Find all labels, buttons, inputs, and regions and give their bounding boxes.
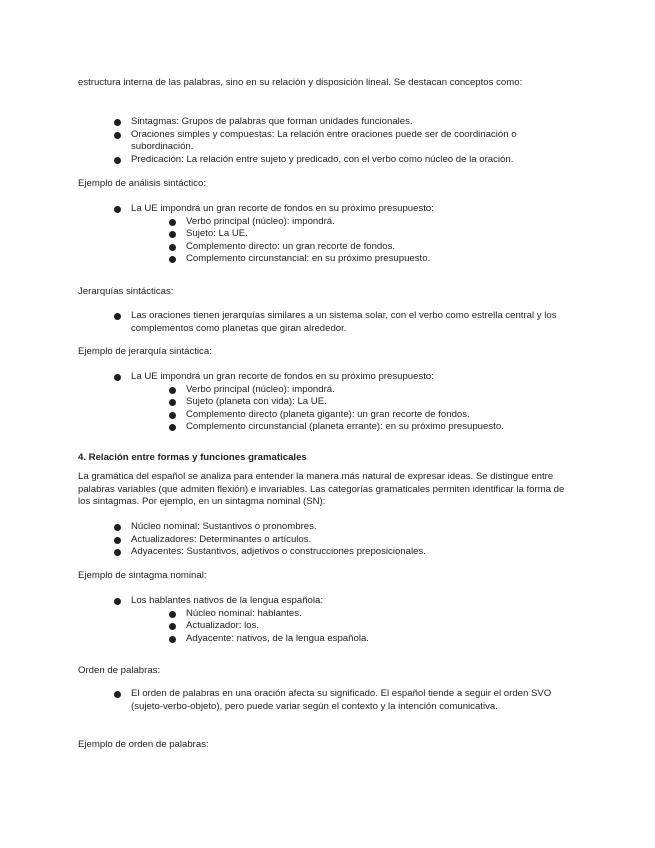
hierarchies-label: Jerarquías sintácticas:	[78, 286, 174, 297]
sub-list	[131, 608, 578, 646]
sub-list-item: Sujeto (planeta con vida): La UE.	[131, 396, 578, 409]
section-heading: 4. Relación entre formas y funciones gramaticales	[78, 452, 307, 463]
list-item	[78, 595, 578, 645]
hierarchies-list	[78, 310, 578, 335]
sub-list-item: Verbo principal (núcleo): impondrá.	[131, 216, 578, 229]
list-item	[78, 371, 578, 434]
list-item: Núcleo nominal: Sustantivos o pronombres.	[78, 521, 578, 534]
word-order-list	[78, 688, 578, 713]
list-item: Oraciones simples y compuestas: La relación entre oraciones puede ser de coordinación o subordinación.	[78, 129, 578, 154]
sn-example-label: Ejemplo de sintagma nominal:	[78, 570, 207, 581]
list-item: Sintagmas: Grupos de palabras que forman unidades funcionales.	[78, 116, 578, 129]
sub-list-item: Complemento directo: un gran recorte de fondos.	[131, 241, 578, 254]
sn-example-list	[78, 595, 578, 645]
intro-paragraph: estructura interna de las palabras, sino en su relación y disposición lineal. Se destacan conceptos como:	[78, 77, 523, 88]
sub-list-item: Adyacente: nativos, de la lengua española.	[131, 633, 578, 646]
list-item: Actualizadores: Determinantes o artículos.	[78, 534, 578, 547]
sub-list-item: Complemento circunstancial (planeta errante): en su próximo presupuesto.	[131, 421, 578, 434]
word-order-example-label: Ejemplo de orden de palabras:	[78, 739, 209, 750]
sub-list-item: Núcleo nominal: hablantes.	[131, 608, 578, 621]
example-sentence: La UE impondrá un gran recorte de fondos en su próximo presupuesto:	[131, 371, 434, 382]
list-item: Adyacentes: Sustantivos, adjetivos o construcciones preposicionales.	[78, 546, 578, 559]
sub-list-item: Sujeto: La UE.	[131, 228, 578, 241]
hierarchy-example-list	[78, 371, 578, 434]
sub-list-item: Complemento circunstancial: en su próximo presupuesto.	[131, 253, 578, 266]
list-item: El orden de palabras en una oración afecta su significado. El español tiende a seguir el orden SVO (sujeto-verbo-objeto), pero puede variar según el contexto y la intención comunicativa.	[78, 688, 578, 713]
sub-list-item: Actualizador: los.	[131, 620, 578, 633]
syntax-example-list	[78, 203, 578, 266]
hierarchy-example-label: Ejemplo de jerarquía sintáctica:	[78, 346, 212, 357]
list-item	[78, 203, 578, 266]
list-item: Las oraciones tienen jerarquías similares a un sistema solar, con el verbo como estrella central y los complementos como planetas que giran alrededor.	[78, 310, 578, 335]
sub-list-item: Complemento directo (planeta gigante): un gran recorte de fondos.	[131, 409, 578, 422]
sub-list-item: Verbo principal (núcleo): impondrá.	[131, 384, 578, 397]
sub-list	[131, 216, 578, 266]
word-order-label: Orden de palabras:	[78, 665, 161, 676]
example-sentence: Los hablantes nativos de la lengua española:	[131, 595, 324, 606]
example-sentence: La UE impondrá un gran recorte de fondos en su próximo presupuesto:	[131, 203, 434, 214]
list-item: Predicación: La relación entre sujeto y predicado, con el verbo como núcleo de la oración.	[78, 154, 578, 167]
sub-list	[131, 384, 578, 434]
syntax-example-label: Ejemplo de análisis sintáctico:	[78, 178, 206, 189]
concepts-list	[78, 116, 578, 166]
sn-list	[78, 521, 578, 559]
section-paragraph: La gramática del español se analiza para entender la manera más natural de expresar ideas. Se distingue entre palabras variables (que admiten flexión) e invariables. Las categorías gramaticales permiten identificar la forma de los sintagmas. Por ejemplo, en un sintagma nominal (SN):	[78, 471, 565, 508]
